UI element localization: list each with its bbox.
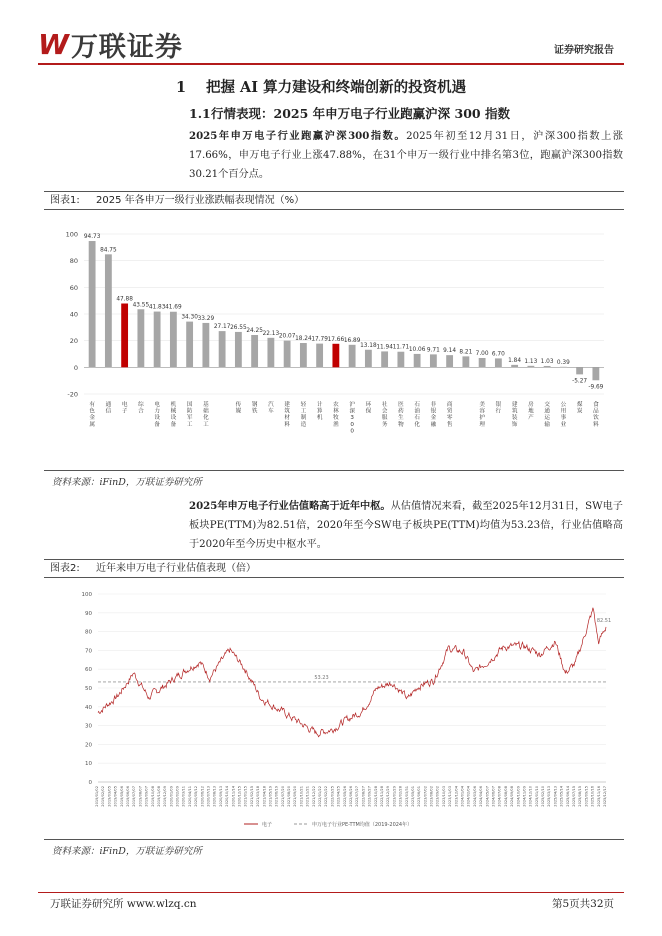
- bar: [202, 323, 209, 367]
- mean-label: 53.23: [314, 674, 329, 681]
- x-tick-label: 2023/02/28: [398, 786, 403, 807]
- y-tick-label: 20: [85, 742, 92, 749]
- x-tick-label: 2020/01/09: [169, 786, 174, 807]
- bar: [576, 367, 583, 374]
- paragraph-lead: 2025年申万电子行业估值略高于近年中枢。: [189, 500, 391, 512]
- x-category-label: 社会服务: [381, 402, 388, 428]
- x-tick-label: 2025/07/15: [572, 786, 577, 807]
- x-tick-label: 2024/04/06: [479, 786, 484, 807]
- x-tick-label: 2019/11/08: [156, 786, 161, 807]
- x-tick-label: 2021/08/20: [287, 786, 292, 807]
- bar: [251, 335, 258, 367]
- bar-value-label: 0.39: [556, 359, 570, 366]
- bar: [381, 351, 388, 367]
- x-tick-label: 2023/08/02: [429, 786, 434, 807]
- x-tick-label: 2019/05/06: [119, 786, 124, 807]
- bar-value-label: 10.06: [408, 346, 426, 353]
- y-tick-label: 10: [85, 761, 92, 768]
- x-tick-label: 2022/01/22: [318, 786, 323, 807]
- y-tick-label: 30: [85, 723, 92, 730]
- x-category-label: 电子: [121, 402, 128, 415]
- x-tick-label: 2025/08/15: [578, 786, 583, 807]
- y-tick-label: 80: [85, 629, 92, 636]
- x-tick-label: 2024/09/08: [510, 786, 515, 807]
- x-tick-label: 2019/02/02: [101, 786, 106, 807]
- x-tick-label: 2021/04/18: [262, 786, 267, 807]
- industry-returns-bar-chart: [44, 216, 624, 468]
- bar-value-label: 11.71: [392, 344, 410, 351]
- x-category-label: 计算机: [316, 402, 323, 422]
- subsection-number: 1.1: [189, 106, 211, 121]
- y-tick-label: 90: [85, 610, 92, 617]
- bar: [462, 356, 469, 367]
- bar: [560, 367, 567, 368]
- x-category-label: 国防军工: [186, 402, 193, 428]
- bar: [397, 352, 404, 368]
- x-tick-label: 2023/03/31: [404, 786, 409, 807]
- x-tick-label: 2021/05/19: [268, 786, 273, 807]
- electronics-pe-line-chart: [44, 580, 624, 836]
- x-category-label: 建筑装饰: [511, 402, 518, 428]
- bar-value-label: 43.55: [132, 302, 150, 309]
- footer-rule: [38, 892, 624, 893]
- bar: [527, 366, 534, 368]
- pe-series-line: [98, 608, 606, 737]
- x-tick-label: 2025/10/16: [590, 786, 595, 807]
- x-tick-label: 2023/01/29: [392, 786, 397, 807]
- figure2-source: 资料来源：iFinD，万联证券研究所: [52, 846, 202, 857]
- bar: [154, 312, 161, 368]
- x-tick-label: 2025/06/14: [565, 786, 570, 807]
- bar: [414, 354, 421, 367]
- x-tick-label: 2023/07/02: [423, 786, 428, 807]
- bar-value-label: 6.70: [491, 351, 505, 358]
- paragraph-valuation: [189, 497, 623, 554]
- figure2-bottom-rule: [44, 839, 624, 840]
- page-number: 第5页共32页: [551, 898, 614, 910]
- x-category-label: 房地产: [528, 402, 534, 422]
- header-rule: [38, 63, 624, 65]
- bar: [332, 344, 339, 368]
- x-tick-label: 2020/04/11: [187, 786, 192, 807]
- x-tick-label: 2020/10/14: [225, 786, 230, 807]
- y-tick-label: 100: [81, 592, 92, 598]
- x-category-label: 医药生物: [398, 402, 404, 428]
- bar: [479, 358, 486, 367]
- x-tick-label: 2019/09/07: [144, 786, 149, 807]
- figure2-label: 图表2:: [50, 563, 80, 574]
- bar: [365, 350, 372, 368]
- bar: [544, 366, 551, 367]
- x-tick-label: 2021/02/15: [249, 786, 254, 807]
- figure1-label: 图表1:: [50, 195, 80, 206]
- bar: [300, 343, 307, 367]
- x-tick-label: 2021/10/21: [299, 786, 304, 807]
- x-category-label: 石油石化: [414, 402, 420, 428]
- figure1-caption: [44, 191, 624, 210]
- x-tick-label: 2025/09/15: [584, 786, 589, 807]
- x-category-label: 有色金属: [89, 402, 95, 428]
- bar: [511, 365, 518, 367]
- bar: [430, 354, 437, 367]
- bar: [495, 358, 502, 367]
- x-tick-label: 2021/11/21: [305, 786, 310, 807]
- bar: [105, 254, 112, 367]
- bar: [137, 309, 144, 367]
- x-tick-label: 2022/03/25: [330, 786, 335, 807]
- bar-value-label: 26.55: [230, 324, 247, 331]
- legend-label: 申万电子行业PE-TTM均值（2019-2024年）: [312, 822, 413, 828]
- bar: [121, 303, 128, 367]
- bar-value-label: 47.88: [116, 296, 133, 303]
- x-category-label: 交通运输: [544, 402, 550, 428]
- y-tick-label: 60: [85, 667, 92, 674]
- x-tick-label: 2024/02/04: [466, 786, 471, 807]
- x-tick-label: 2020/03/11: [181, 786, 186, 807]
- x-tick-label: 2025/01/10: [534, 786, 539, 807]
- bar-value-label: 9.14: [443, 348, 457, 355]
- x-tick-label: 2024/03/06: [472, 786, 477, 807]
- x-category-label: 钢铁: [251, 402, 258, 415]
- bar-value-label: 1.84: [508, 357, 522, 364]
- x-tick-label: 2025/12/17: [603, 786, 607, 807]
- x-tick-label: 2022/04/25: [336, 786, 341, 807]
- subsection-heading: [189, 104, 510, 122]
- x-tick-label: 2021/01/15: [243, 786, 248, 807]
- bar-value-label: 1.13: [524, 358, 538, 365]
- x-tick-label: 2022/11/28: [379, 786, 384, 807]
- x-tick-label: 2019/08/07: [138, 786, 143, 807]
- x-tick-label: 2024/06/07: [491, 786, 496, 807]
- footer-org: 万联证券研究所 www.wlzq.cn: [50, 898, 197, 910]
- x-tick-label: 2020/06/12: [200, 786, 205, 807]
- y-tick-label: 70: [85, 648, 92, 655]
- x-category-label: 环保: [365, 402, 372, 415]
- logo-text: 万联证券: [70, 31, 183, 63]
- x-category-label: 农林牧渔: [333, 402, 339, 428]
- y-tick-label: 20: [69, 337, 78, 346]
- x-tick-label: 2023/10/03: [441, 786, 446, 807]
- x-tick-label: 2021/06/19: [274, 786, 279, 807]
- x-tick-label: 2019/07/07: [132, 786, 137, 807]
- x-tick-label: 2023/09/02: [435, 786, 440, 807]
- paragraph-lead: 2025年申万电子行业跑赢沪深300指数。: [189, 130, 407, 142]
- bar-value-label: -5.27: [572, 378, 588, 385]
- x-tick-label: 2025/04/13: [553, 786, 558, 807]
- x-category-label: 轻工制造: [300, 402, 307, 428]
- x-category-label: 银行: [495, 402, 502, 415]
- x-tick-label: 2019/03/05: [107, 786, 112, 807]
- bar: [170, 312, 177, 368]
- figure1-title: 2025 年各申万一级行业涨跌幅表现情况（%）: [96, 195, 305, 206]
- bar-value-label: 17.66: [327, 336, 345, 343]
- y-tick-label: 100: [65, 230, 78, 239]
- x-tick-label: 2020/09/13: [218, 786, 223, 807]
- x-tick-label: 2022/08/27: [361, 786, 366, 807]
- paragraph-body: 从估值情况来看，截至2025年12月31日，SW电子板块PE(TTM)为82.51倍，2020年至今SW电子板块PE(TTM)均值为53.23倍，行业估值略高于2020年至今历史中枢水平。: [189, 501, 623, 550]
- x-tick-label: 2019/12/09: [163, 786, 168, 807]
- bar: [235, 332, 242, 367]
- subsection-title: 行情表现：2025 年申万电子行业跑赢沪深 300 指数: [211, 106, 510, 121]
- bar-value-label: 9.71: [426, 347, 440, 354]
- bar-value-label: 34.30: [181, 314, 198, 321]
- y-tick-label: 40: [69, 310, 78, 319]
- x-tick-label: 2025/03/13: [547, 786, 552, 807]
- bar-value-label: 17.79: [311, 336, 328, 343]
- x-tick-label: 2019/01/02: [95, 786, 99, 807]
- x-tick-label: 2023/12/04: [454, 786, 459, 807]
- x-tick-label: 2025/05/14: [559, 786, 564, 807]
- bar-value-label: 84.75: [100, 247, 117, 254]
- x-tick-label: 2019/10/08: [150, 786, 155, 807]
- x-tick-label: 2021/07/20: [280, 786, 285, 807]
- x-tick-label: 2022/07/27: [355, 786, 360, 807]
- x-tick-label: 2022/02/22: [324, 786, 329, 807]
- section-heading: [176, 76, 466, 97]
- bar-value-label: 13.18: [360, 342, 377, 349]
- x-tick-label: 2022/09/27: [367, 786, 372, 807]
- logo: [38, 26, 183, 62]
- bar-value-label: 33.29: [197, 315, 215, 322]
- x-category-label: 建筑材料: [284, 402, 290, 428]
- y-tick-label: 0: [73, 363, 78, 372]
- x-tick-label: 2022/12/29: [386, 786, 391, 807]
- bar-value-label: 8.21: [459, 349, 473, 356]
- x-category-label: 公用事业: [560, 402, 567, 428]
- x-tick-label: 2024/01/04: [460, 786, 465, 807]
- x-category-label: 传媒: [235, 402, 242, 415]
- end-value-label: 82.51: [596, 617, 612, 624]
- x-category-label: 食品饮料: [593, 402, 599, 428]
- bar: [316, 344, 323, 368]
- x-category-label: 基础化工: [203, 402, 209, 428]
- legend-label: 电子: [262, 822, 273, 828]
- x-tick-label: 2021/03/18: [256, 786, 261, 807]
- x-category-label: 沪深 3 0 0: [349, 402, 355, 435]
- bar: [186, 322, 193, 368]
- x-category-label: 通信: [105, 402, 112, 415]
- figure1-bottom-rule: [44, 470, 624, 471]
- figure2-caption: [44, 559, 624, 578]
- x-tick-label: 2020/11/14: [231, 786, 236, 807]
- y-tick-label: 60: [69, 283, 78, 292]
- bar-value-label: 18.24: [295, 336, 312, 343]
- x-tick-label: 2023/06/01: [417, 786, 422, 807]
- x-tick-label: 2025/02/10: [541, 786, 546, 807]
- x-category-label: 机械设备: [170, 402, 177, 428]
- bar: [349, 345, 356, 368]
- paragraph-body: 2025年初至12月31日，沪深300指数上涨17.66%，申万电子行业上涨47.88%，在31个申万一级行业中排名第3位，跑赢沪深300指数30.21个百分点。: [189, 131, 623, 180]
- x-tick-label: 2020/08/13: [212, 786, 217, 807]
- x-tick-label: 2022/10/28: [373, 786, 378, 807]
- bar-value-label: 41.69: [165, 304, 182, 311]
- figure2-title: 近年来申万电子行业估值表现（倍）: [96, 563, 256, 574]
- x-tick-label: 2023/05/01: [410, 786, 415, 807]
- bar: [446, 355, 453, 367]
- y-tick-label: 0: [88, 780, 92, 786]
- x-tick-label: 2025/11/16: [596, 786, 601, 807]
- x-tick-label: 2020/12/15: [237, 786, 242, 807]
- x-tick-label: 2024/12/10: [528, 786, 533, 807]
- y-tick-label: 40: [85, 704, 92, 711]
- bar-value-label: 20.07: [278, 333, 296, 340]
- bar-value-label: 11.94: [376, 344, 393, 351]
- bar-value-label: 94.73: [83, 234, 101, 241]
- bar: [267, 338, 274, 368]
- x-tick-label: 2024/11/09: [522, 786, 527, 807]
- x-tick-label: 2019/04/05: [113, 786, 118, 807]
- bar-value-label: 7.00: [475, 351, 489, 357]
- bar-value-label: 27.17: [213, 324, 231, 331]
- bar-value-label: 22.13: [262, 330, 280, 337]
- bar-value-label: 41.83: [148, 304, 166, 311]
- section-number: 1: [176, 79, 187, 96]
- x-category-label: 煤炭: [576, 402, 583, 415]
- section-title: 把握 AI 算力建设和终端创新的投资机遇: [206, 79, 467, 96]
- bar: [219, 331, 226, 367]
- bar-value-label: -9.69: [588, 384, 604, 391]
- y-tick-label: -20: [67, 390, 78, 399]
- bar-value-label: 16.89: [343, 337, 361, 344]
- x-tick-label: 2022/05/26: [342, 786, 347, 807]
- logo-mark: W: [38, 27, 67, 61]
- x-tick-label: 2021/12/22: [311, 786, 316, 807]
- bar: [89, 241, 96, 367]
- x-tick-label: 2024/08/08: [503, 786, 508, 807]
- x-tick-label: 2022/06/26: [349, 786, 353, 807]
- y-tick-label: 50: [85, 686, 92, 692]
- x-category-label: 综合: [138, 402, 144, 415]
- bar: [284, 341, 291, 368]
- x-category-label: 商贸零售: [446, 402, 453, 428]
- x-tick-label: 2021/09/20: [293, 786, 298, 807]
- bar-value-label: 24.25: [246, 328, 263, 334]
- y-tick-label: 80: [69, 257, 78, 266]
- bar-value-label: 1.03: [540, 358, 554, 365]
- x-tick-label: 2024/10/09: [516, 786, 521, 807]
- paragraph-returns: [189, 127, 623, 184]
- x-category-label: 美容护理: [479, 402, 485, 428]
- x-category-label: 电力设备: [154, 402, 160, 428]
- x-tick-label: 2020/07/13: [206, 786, 211, 807]
- x-tick-label: 2023/11/03: [448, 786, 453, 807]
- x-tick-label: 2020/02/09: [175, 786, 180, 807]
- document-type: 证券研究报告: [554, 45, 614, 56]
- x-tick-label: 2019/06/06: [125, 786, 130, 807]
- x-category-label: 汽车: [268, 402, 274, 415]
- bar: [592, 367, 599, 380]
- x-tick-label: 2020/05/12: [194, 786, 199, 807]
- x-category-label: 非银金融: [430, 402, 437, 428]
- x-tick-label: 2024/07/08: [497, 786, 502, 807]
- figure1-source: 资料来源：iFinD，万联证券研究所: [52, 477, 202, 488]
- x-tick-label: 2024/05/07: [485, 786, 490, 807]
